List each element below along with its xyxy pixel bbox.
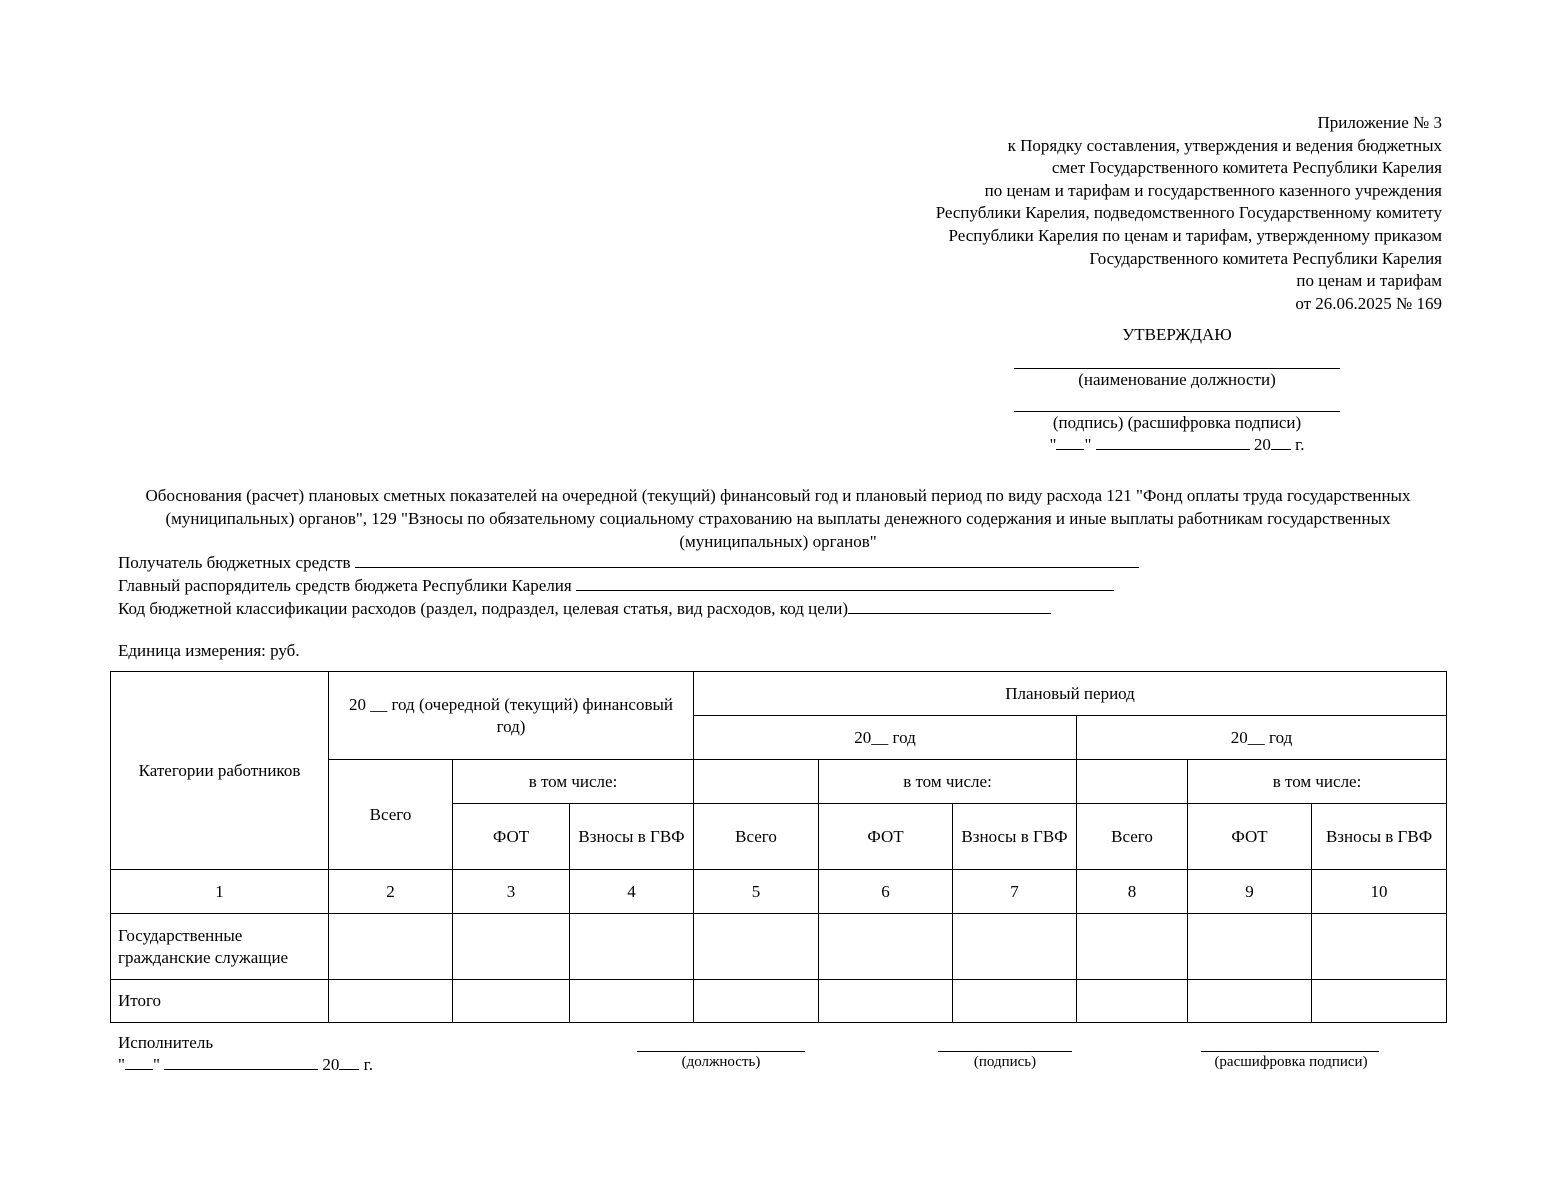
year-b-header: 20__ год	[1077, 716, 1447, 760]
contrib-header: Взносы в ГВФ	[953, 804, 1077, 870]
executor-block	[118, 1032, 373, 1076]
day-blank	[1056, 434, 1084, 450]
position-line	[1014, 348, 1340, 369]
appendix-line: по ценам и тарифам	[1296, 271, 1442, 291]
column-number: 10	[1312, 870, 1447, 914]
fot-header: ФОТ	[819, 804, 953, 870]
signature-caption: (подпись) (расшифровка подписи)	[1052, 413, 1302, 432]
including-header: в том числе:	[1188, 760, 1447, 804]
appendix-line: Республики Карелия, подведомственного Государственному комитету	[935, 203, 1442, 223]
executor-position	[637, 1033, 805, 1072]
date-quote-close: "	[1084, 435, 1092, 454]
planning-period-header: Плановый период	[694, 672, 1447, 716]
year-blank	[339, 1054, 359, 1070]
data-cell[interactable]	[453, 980, 570, 1023]
data-cell[interactable]	[1077, 914, 1188, 980]
date-quote-close: "	[152, 1055, 160, 1074]
signature-caption: (подпись)	[973, 1054, 1037, 1070]
date-suffix: г.	[363, 1055, 373, 1074]
recipient-blank	[355, 553, 1139, 568]
fot-header: ФОТ	[453, 804, 570, 870]
date-quote-open: "	[118, 1055, 125, 1074]
contrib-header: Взносы в ГВФ	[1312, 804, 1447, 870]
date-suffix: г.	[1295, 435, 1305, 454]
position-line	[637, 1033, 805, 1052]
data-cell[interactable]	[953, 914, 1077, 980]
column-number: 9	[1188, 870, 1312, 914]
including-header: в том числе:	[453, 760, 694, 804]
approval-date	[1014, 434, 1340, 456]
main-manager-label: Главный распорядитель средств бюджета Республики Карелия	[118, 576, 572, 595]
appendix-line: по ценам и тарифам и государственного казенного учреждения	[984, 180, 1442, 200]
categories-header: Категории работников	[111, 672, 329, 870]
data-cell[interactable]	[570, 980, 694, 1023]
main-manager-field	[118, 575, 1114, 597]
date-quote-open: "	[1049, 435, 1057, 454]
total-header: Всего	[1077, 804, 1188, 870]
contrib-header: Взносы в ГВФ	[570, 804, 694, 870]
recipient-field	[118, 552, 1139, 574]
table-row	[111, 914, 1447, 980]
unit-label: Единица измерения: руб.	[118, 641, 300, 660]
table-row-total	[111, 980, 1447, 1023]
including-header: в том числе:	[819, 760, 1077, 804]
total-header: Всего	[329, 760, 453, 870]
column-number: 5	[694, 870, 819, 914]
date-year: 20	[1253, 435, 1271, 454]
decoding-line	[1201, 1033, 1379, 1052]
current-year-header: 20 __ год (очередной (текущий) финансовый год)	[329, 672, 694, 760]
document-title: Обоснования (расчет) плановых сметных показателей на очередной (текущий) финансовый год и плановый период по виду расхода 121 "Фонд оплаты труда государственных (муниципальных) органов", 129 "Взносы по обязательному социальному страхованию на выплаты денежного содержания и иные выплаты работникам государственных (муниципальных) органов"	[145, 486, 1411, 551]
estimate-table	[110, 671, 1447, 1023]
signature-line	[1014, 391, 1340, 412]
header-row-1	[111, 672, 1447, 716]
signature-line	[938, 1033, 1072, 1052]
column-number: 6	[819, 870, 953, 914]
approval-title: УТВЕРЖДАЮ	[1122, 325, 1232, 344]
data-cell[interactable]	[953, 980, 1077, 1023]
appendix-line: Республики Карелия по ценам и тарифам, утвержденному приказом	[948, 225, 1442, 245]
data-cell[interactable]	[819, 914, 953, 980]
year-blank	[1271, 434, 1291, 450]
column-number-row	[111, 870, 1447, 914]
decoding-caption: (расшифровка подписи)	[1214, 1054, 1368, 1070]
date-year: 20	[322, 1055, 340, 1074]
day-blank	[125, 1054, 153, 1070]
position-caption: (наименование должности)	[1078, 370, 1276, 389]
column-number: 3	[453, 870, 570, 914]
data-cell[interactable]	[1188, 980, 1312, 1023]
appendix-line: к Порядку составления, утверждения и ведения бюджетных	[1007, 135, 1442, 155]
approval-block	[1014, 322, 1340, 456]
data-cell[interactable]	[1077, 980, 1188, 1023]
data-cell[interactable]	[694, 914, 819, 980]
budget-code-field	[118, 598, 1051, 620]
column-number: 8	[1077, 870, 1188, 914]
data-cell[interactable]	[329, 914, 453, 980]
data-cell[interactable]	[1312, 980, 1447, 1023]
budget-code-label: Код бюджетной классификации расходов (раздел, подраздел, целевая статья, вид расходов, код цели)	[118, 599, 848, 618]
appendix-line: Государственного комитета Республики Карелия	[1089, 248, 1442, 268]
month-blank	[1096, 434, 1250, 450]
data-cell[interactable]	[1188, 914, 1312, 980]
appendix-line: от 26.06.2025 № 169	[1295, 293, 1442, 313]
row-category: Государственные гражданские служащие	[111, 914, 329, 980]
data-cell[interactable]	[1312, 914, 1447, 980]
data-cell[interactable]	[570, 914, 694, 980]
data-cell[interactable]	[453, 914, 570, 980]
executor-date	[118, 1054, 373, 1076]
executor-label: Исполнитель	[118, 1033, 214, 1052]
month-blank	[164, 1054, 318, 1070]
data-cell[interactable]	[819, 980, 953, 1023]
budget-code-blank	[848, 599, 1051, 614]
data-cell[interactable]	[329, 980, 453, 1023]
appendix-line: Приложение № 3	[1317, 113, 1442, 132]
total-header: Всего	[694, 804, 819, 870]
appendix-reference	[936, 112, 1442, 315]
main-manager-blank	[576, 576, 1114, 591]
data-cell[interactable]	[694, 980, 819, 1023]
recipient-label: Получатель бюджетных средств	[118, 553, 351, 572]
empty-header-cell	[1077, 760, 1188, 804]
column-number: 4	[570, 870, 694, 914]
position-caption: (должность)	[681, 1054, 761, 1070]
row-category: Итого	[111, 980, 329, 1023]
appendix-line: смет Государственного комитета Республики Карелия	[1051, 158, 1442, 178]
executor-signature	[938, 1033, 1072, 1072]
column-number: 7	[953, 870, 1077, 914]
column-number: 2	[329, 870, 453, 914]
fot-header: ФОТ	[1188, 804, 1312, 870]
empty-header-cell	[694, 760, 819, 804]
executor-decoding	[1197, 1033, 1385, 1072]
column-number: 1	[111, 870, 329, 914]
year-a-header: 20__ год	[694, 716, 1077, 760]
